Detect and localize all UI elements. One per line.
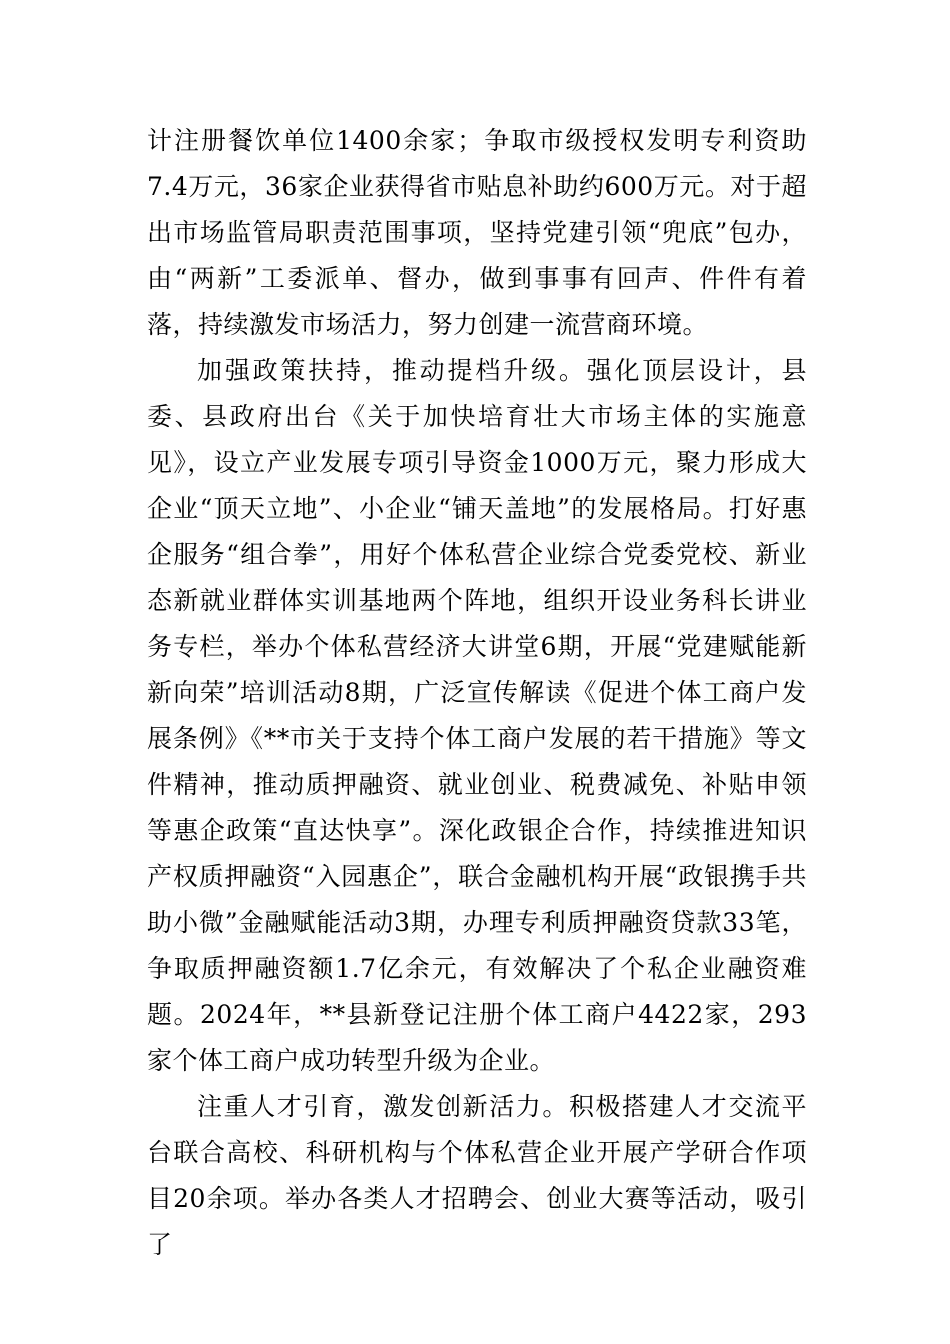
paragraph-continuation: 计注册餐饮单位1400余家；争取市级授权发明专利资助7.4万元，36家企业获得省市贴息补助约600万元。对于超出市场监管局职责范围事项，坚持党建引领“兜底”包办，由“两新”工委派单、督办，做到事事有回声、件件有着落，持续激发市场活力，努力创建一流营商环境。 [147, 126, 807, 339]
paragraph-policy-support: 加强政策扶持，推动提档升级。强化顶层设计，县委、县政府出台《关于加快培育壮大市场主体的实施意见》，设立产业发展专项引导资金1000万元，聚力形成大企业“顶天立地”、小企业“铺天盖地”的发展格局。打好惠企服务“组合拳”，用好个体私营企业综合党委党校、新业态新就业群体实训基地两个阵地，组织开设业务科长讲业务专栏，举办个体私营经济大讲堂6期，开展“党建赋能新新向荣”培训活动8期，广泛宣传解读《促进个体工商户发展条例》《**市关于支持个体工商户发展的若干措施》等文件精神，推动质押融资、就业创业、税费减免、补贴申领等惠企政策“直达快享”。深化政银企合作，持续推进知识产权质押融资“入园惠企”，联合金融机构开展“政银携手共助小微”金融赋能活动3期，办理专利质押融资贷款33笔，争取质押融资额1.7亿余元，有效解决了个私企业融资难题。2024年，**县新登记注册个体工商户4422家，293家个体工商户成功转型升级为企业。 [147, 356, 807, 1075]
paragraph-talent: 注重人才引育，激发创新活力。积极搭建人才交流平台联合高校、科研机构与个体私营企业开展产学研合作项目20余项。举办各类人才招聘会、创业大赛等活动，吸引了 [147, 1092, 807, 1259]
document-body [147, 118, 807, 1268]
